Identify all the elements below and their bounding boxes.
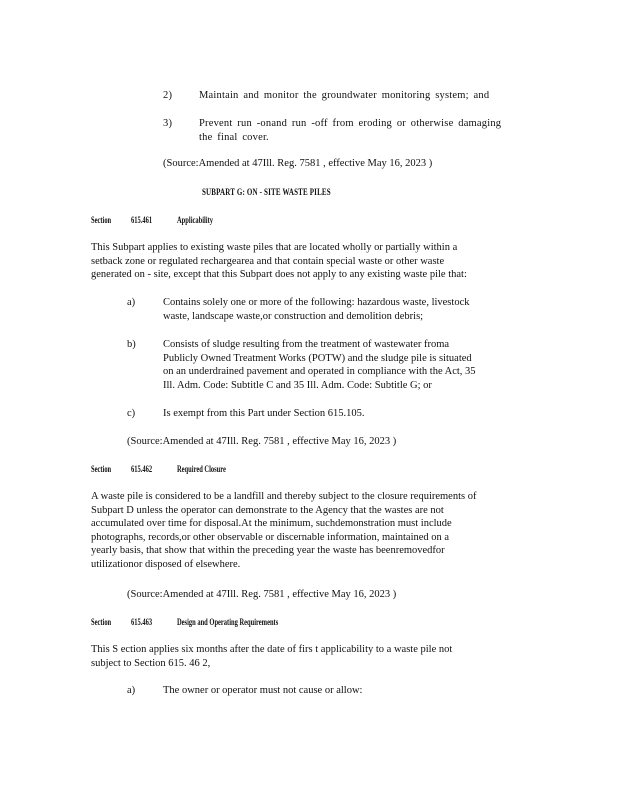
text-line: Consists of sludge resulting from the treatment of wastewater froma bbox=[163, 339, 450, 350]
text-line: photographs, records,or other observable or discernable information, maintained on a bbox=[91, 531, 450, 543]
text-line: generated on - site, except that this Subpart does not apply to any existing waste pile that: bbox=[91, 269, 467, 280]
section-title: Applicability bbox=[177, 215, 214, 225]
list-item-number: a) bbox=[127, 685, 136, 696]
section-intro bbox=[91, 490, 476, 571]
section-intro bbox=[91, 241, 467, 282]
list-item-text bbox=[199, 117, 501, 144]
text-line: Maintain and monitor the groundwater monitoring system; and bbox=[199, 90, 490, 101]
list-item-number: c) bbox=[127, 408, 136, 419]
text-line: This S ection applies six months after the date of firs t applicability to a waste pile not bbox=[91, 644, 453, 655]
text-line: Prevent run -onand run -off from eroding or otherwise damaging bbox=[199, 118, 502, 129]
section-label: Section bbox=[91, 215, 112, 225]
section-number: 615.462 bbox=[131, 464, 153, 474]
text-line: Is exempt from this Part under Section 615.105. bbox=[163, 408, 365, 419]
subpart-heading: SUBPART G: ON - SITE WASTE PILES bbox=[202, 187, 331, 197]
text-line: Contains solely one or more of the following: hazardous waste, livestock bbox=[163, 297, 470, 308]
section-number: 615.463 bbox=[131, 617, 153, 627]
text-line: Publicly Owned Treatment Works (POTW) and the sludge pile is situated bbox=[163, 352, 472, 364]
list-item-text bbox=[199, 89, 489, 103]
list-item-text bbox=[163, 684, 362, 698]
text-line: Subpart D unless the operator can demonstrate to the Agency that the wastes are not bbox=[91, 504, 444, 516]
text-line: on an underdrained pavement and operated in compliance with the Act, 35 bbox=[163, 366, 476, 377]
section-intro bbox=[91, 643, 452, 670]
text-line: A waste pile is considered to be a landfill and thereby subject to the closure requirements of bbox=[91, 491, 477, 502]
section-label: Section bbox=[91, 617, 112, 627]
source-note: (Source:Amended at 47Ill. Reg. 7581 , effective May 16, 2023 ) bbox=[163, 158, 433, 169]
section-title: Design and Operating Requirements bbox=[177, 617, 279, 627]
list-item-text bbox=[163, 296, 469, 323]
text-line: This Subpart applies to existing waste piles that are located wholly or partially within a bbox=[91, 242, 458, 253]
text-line: utilizationor disposed of elsewhere. bbox=[91, 558, 241, 570]
text-line: Ill. Adm. Code: Subtitle C and 35 Ill. Adm. Code: Subtitle G; or bbox=[163, 379, 432, 391]
text-line: the final cover. bbox=[199, 131, 269, 143]
section-number: 615.461 bbox=[131, 215, 153, 225]
list-item-number: b) bbox=[127, 339, 136, 350]
text-line: subject to Section 615. 46 2, bbox=[91, 657, 211, 669]
source-note: (Source:Amended at 47Ill. Reg. 7581 , effective May 16, 2023 ) bbox=[127, 436, 397, 447]
list-item-number: 2) bbox=[163, 90, 173, 101]
section-label: Section bbox=[91, 464, 112, 474]
list-item-text bbox=[163, 407, 365, 421]
text-line: waste, landscape waste,or construction and demolition debris; bbox=[163, 310, 424, 322]
text-line: yearly basis, that show that within the preceding year the waste has beenremovedfor bbox=[91, 545, 445, 556]
source-note: (Source:Amended at 47Ill. Reg. 7581 , effective May 16, 2023 ) bbox=[127, 589, 397, 600]
text-line: accumulated over time for disposal.At the minimum, suchdemonstration must include bbox=[91, 518, 452, 529]
section-title: Required Closure bbox=[177, 464, 226, 474]
list-item-number: a) bbox=[127, 297, 136, 308]
text-line: The owner or operator must not cause or allow: bbox=[163, 685, 363, 696]
list-item-text bbox=[163, 338, 476, 392]
list-item-number: 3) bbox=[163, 118, 173, 129]
text-line: setback zone or regulated rechargearea and that contain special waste or other waste bbox=[91, 255, 445, 267]
